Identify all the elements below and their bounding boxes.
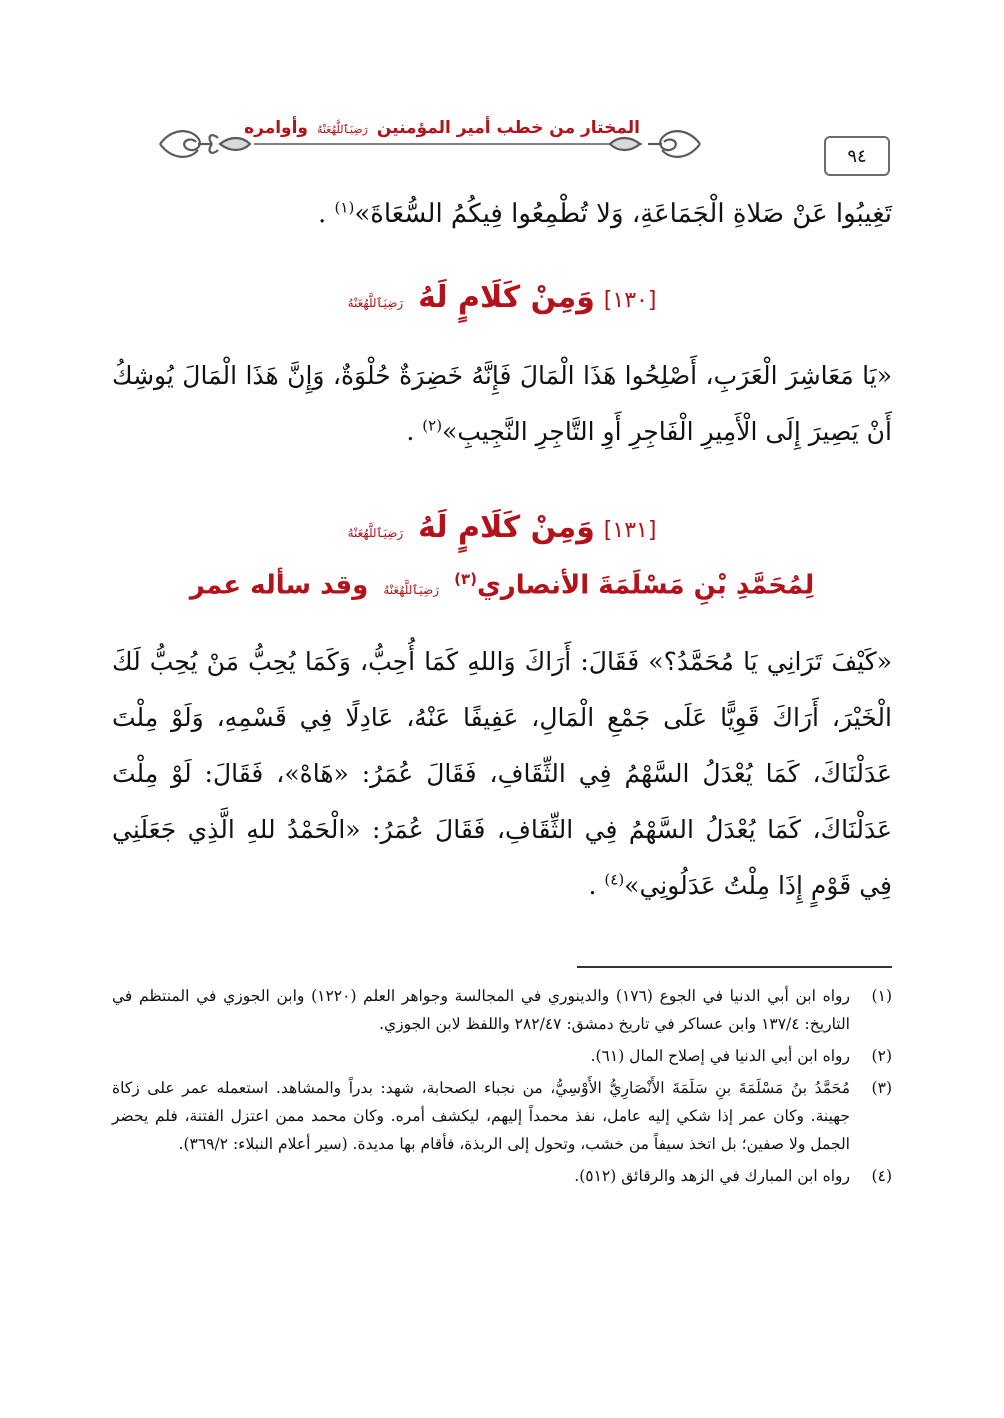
footnote-item xyxy=(112,1074,892,1158)
paragraph-text: «كَيْفَ تَرَانِي يَا مُحَمَّدُ؟» فَقَالَ: أَرَاكَ وَاللهِ كَمَا أُحِبُّ، وَكَمَا يُحِبُّ مَنْ يُحِبُّ لَكَ الْخَيْرَ، أَرَاكَ قَوِيًّا عَلَى جَمْعِ الْمَالِ، عَفِيفًا عَنْهُ، عَادِلًا فِي قَسْمِهِ، وَلَوْ مِلْتَ عَدَلْنَاكَ، كَمَا يُعْدَلُ السَّهْمُ فِي الثِّقَافِ، فَقَالَ عُمَرُ: «هَاهْ»، فَقَالَ: لَوْ مِلْتَ عَدَلْنَاكَ، كَمَا يُعْدَلُ السَّهْمُ فِي الثِّقَافِ، فَقَالَ عُمَرُ: «الْحَمْدُ للهِ الَّذِي جَعَلَنِي فِي قَوْمٍ إِذَا مِلْتُ عَدَلُونِي» xyxy=(112,647,892,900)
continuation-text: تَغِيبُوا عَنْ صَلاةِ الْجَمَاعَةِ، وَلا تُطْمِعُوا فِيكُمُ السُّعَاةَ» xyxy=(354,199,892,229)
paragraph-130 xyxy=(112,348,892,460)
footnote-ref: (١) xyxy=(334,198,355,217)
section-phrase: وَمِنْ كَلَامٍ لَهُ xyxy=(418,280,595,315)
sentence-end: . xyxy=(318,199,335,229)
footnote-text: رواه ابن المبارك في الزهد والرقائق (٥١٢). xyxy=(574,1167,850,1185)
footnote-separator xyxy=(577,966,892,968)
section-phrase: وَمِنْ كَلَامٍ لَهُ xyxy=(418,510,595,545)
footnote-item xyxy=(112,982,892,1038)
footnote-number: (١) xyxy=(871,987,892,1005)
subheading-context: وقد سأله عمر xyxy=(189,570,369,601)
subheading-name: لِمُحَمَّدِ بْنِ مَسْلَمَةَ الأنصاري xyxy=(476,570,815,601)
page-number-text: ٩٤ xyxy=(847,145,867,167)
footnote-ref: (٤) xyxy=(604,870,625,889)
honorific-glyph: رَضِيَٱللَّهُعَنْهُ xyxy=(316,123,368,136)
honorific-glyph: رَضِيَٱللَّهُعَنْهُ xyxy=(383,582,440,597)
footnotes xyxy=(112,982,892,1194)
sentence-end: . xyxy=(588,871,605,900)
footnote-item xyxy=(112,1042,892,1070)
running-title-text: المختار من خطب أمير المؤمنين xyxy=(376,118,640,138)
footnote-number: (٤) xyxy=(871,1167,892,1185)
running-title-suffix: وأوامره xyxy=(244,118,309,138)
section-number: [١٣٠] xyxy=(603,288,657,313)
footnote-item xyxy=(112,1162,892,1190)
footnote-text: رواه ابن أبي الدنيا في إصلاح المال (٦١). xyxy=(590,1047,850,1065)
continuation-line xyxy=(112,194,892,234)
footnote-number: (٣) xyxy=(871,1079,892,1097)
footnote-ref: (٣) xyxy=(454,570,477,588)
sentence-end: . xyxy=(406,417,423,446)
running-title xyxy=(244,118,640,138)
section-heading-131 xyxy=(0,508,1004,553)
honorific-glyph: رَضِيَٱللَّهُعَنْهُ xyxy=(347,526,404,540)
footnote-text: مُحَمَّدُ بنُ مَسْلَمَةَ بنِ سَلَمَةَ الأَنْصَارِيُّ الأَوْسِيُّ، من نجباء الصحابة، شهد: بدراً والمشاهد. استعمله عمر على زكاة جهينة. وكان عمر إذا شكي إليه عامل، نفذ محمداً إليهم، ليكشف أمره. وكان محمد ممن اعتزل الفتنة، فلم يحضر الجمل ولا صفين؛ بل اتخذ سيفاً من خشب، وتحول إلى الربذة، فأقام بها مديدة. (سير أعلام النبلاء: ٣٦٩/٢). xyxy=(112,1079,850,1153)
section-subheading-131 xyxy=(0,570,1004,601)
footnote-text: رواه ابن أبي الدنيا في الجوع (١٧٦) والدينوري في المجالسة وجواهر العلم (١٢٢٠) وابن الجوزي في المنتظم في التاريخ: ١٣٧/٤ وابن عساكر في تاريخ دمشق: ٢٨٢/٤٧ واللفظ لابن الجوزي. xyxy=(112,987,850,1033)
section-number: [١٣١] xyxy=(603,518,657,543)
paragraph-131 xyxy=(112,634,892,914)
honorific-glyph: رَضِيَٱللَّهُعَنْهُ xyxy=(347,296,404,310)
footnote-number: (٢) xyxy=(871,1047,892,1065)
page-header xyxy=(150,104,890,184)
page-number xyxy=(824,136,890,176)
paragraph-text: «يَا مَعَاشِرَ الْعَرَبِ، أَصْلِحُوا هَذَا الْمَالَ فَإِنَّهُ خَضِرَةٌ حُلْوَةٌ، وَإِنَّ هَذَا الْمَالَ يُوشِكُ أَنْ يَصِيرَ إِلَى الْأَمِيرِ الْفَاجِرِ أَوِ التَّاجِرِ النَّجِيبِ» xyxy=(112,361,892,446)
footnote-ref: (٢) xyxy=(422,416,443,435)
section-heading-130 xyxy=(0,278,1004,323)
